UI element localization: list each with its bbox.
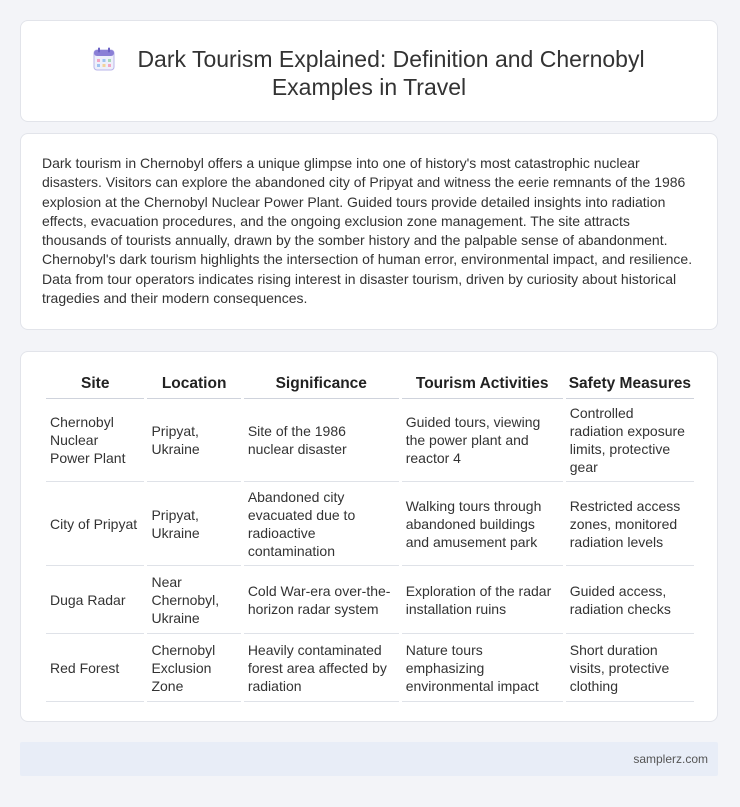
cell-safety-measures: Short duration visits, protective clothing (566, 634, 694, 702)
cell-site: City of Pripyat (46, 482, 144, 566)
intro-card (20, 133, 718, 330)
cell-significance: Site of the 1986 nuclear disaster (244, 399, 399, 482)
table-header-row (46, 370, 694, 399)
cell-significance: Abandoned city evacuated due to radioactive contamination (244, 482, 399, 566)
cell-site: Chernobyl Nuclear Power Plant (46, 399, 144, 482)
calendar-icon (93, 47, 115, 71)
header-significance: Significance (244, 370, 399, 399)
cell-location: Chernobyl Exclusion Zone (147, 634, 240, 702)
cell-tourism-activities: Exploration of the radar installation ruins (402, 566, 563, 634)
page-title (21, 45, 717, 101)
title-line-1: Dark Tourism Explained: Definition and Chernobyl (137, 46, 645, 72)
table-row (46, 634, 694, 702)
table-card (20, 351, 718, 722)
footer-bar (20, 742, 718, 776)
table-row (46, 482, 694, 566)
cell-tourism-activities: Walking tours through abandoned buildings and amusement park (402, 482, 563, 566)
header-location: Location (147, 370, 240, 399)
title-card (20, 20, 718, 122)
cell-safety-measures: Restricted access zones, monitored radiation levels (566, 482, 694, 566)
cell-location: Near Chernobyl, Ukraine (147, 566, 240, 634)
header-safety-measures: Safety Measures (566, 370, 694, 399)
header-site: Site (46, 370, 144, 399)
header-tourism-activities: Tourism Activities (402, 370, 563, 399)
cell-location: Pripyat, Ukraine (147, 482, 240, 566)
table-row (46, 566, 694, 634)
sites-table (43, 370, 697, 702)
cell-safety-measures: Controlled radiation exposure limits, protective gear (566, 399, 694, 482)
cell-tourism-activities: Nature tours emphasizing environmental impact (402, 634, 563, 702)
title-line-2: Examples in Travel (271, 74, 467, 100)
cell-tourism-activities: Guided tours, viewing the power plant and reactor 4 (402, 399, 563, 482)
cell-safety-measures: Guided access, radiation checks (566, 566, 694, 634)
table-row (46, 399, 694, 482)
cell-significance: Heavily contaminated forest area affected by radiation (244, 634, 399, 702)
cell-site: Duga Radar (46, 566, 144, 634)
cell-location: Pripyat, Ukraine (147, 399, 240, 482)
cell-site: Red Forest (46, 634, 144, 702)
footer-site-link[interactable]: samplerz.com (633, 752, 708, 766)
intro-paragraph: Dark tourism in Chernobyl offers a unique glimpse into one of history's most catastrophic nuclear disasters. Visitors can explore the abandoned city of Pripyat and witness the eerie remnants of the 1986 explosion at the Chernobyl Nuclear Power Plant. Guided tours provide detailed insights into radiation effects, evacuation procedures, and the ongoing exclusion zone management. The site attracts thousands of tourists annually, drawn by the somber history and the palpable sense of abandonment. Chernobyl's dark tourism highlights the intersection of human error, environmental impact, and resilience. Data from tour operators indicates rising interest in disaster tourism, driven by curiosity about historical tragedies and their modern consequences. (42, 155, 693, 307)
cell-significance: Cold War-era over-the-horizon radar system (244, 566, 399, 634)
